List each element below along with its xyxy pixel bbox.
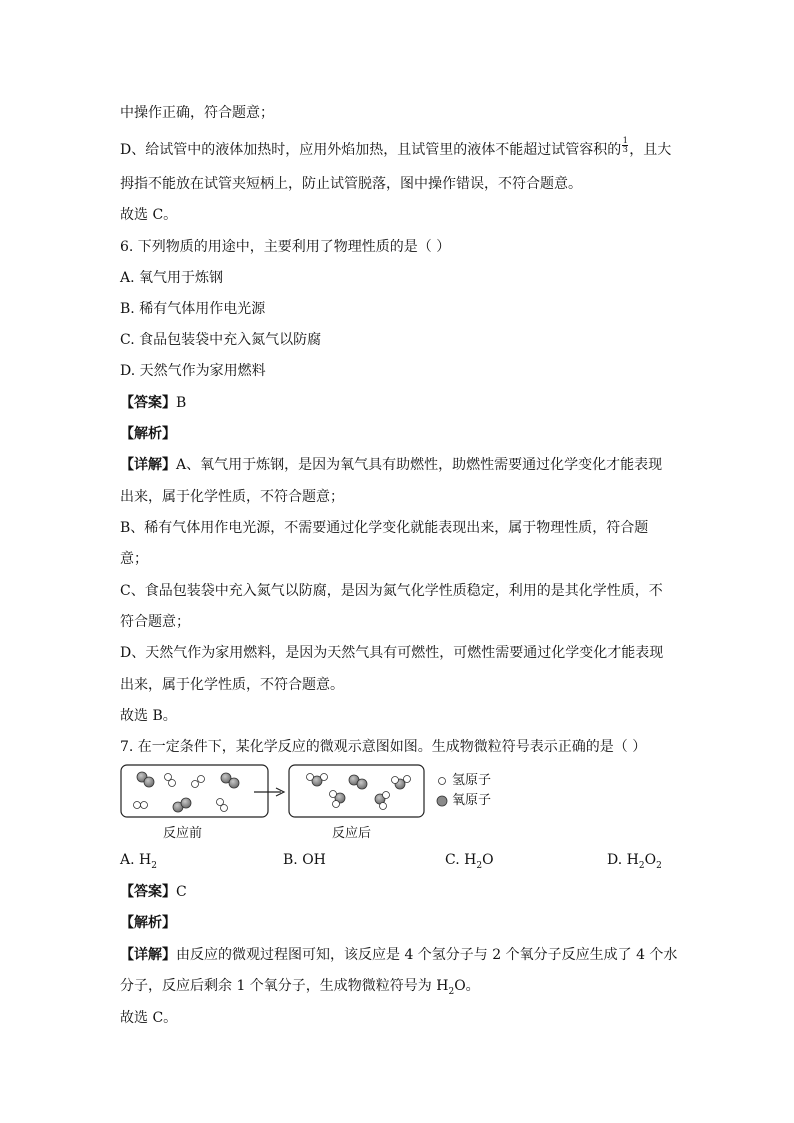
subscript: 2 bbox=[476, 860, 483, 871]
detail-line bbox=[120, 455, 662, 475]
detail-text: O。 bbox=[454, 978, 480, 994]
detail-line: D、天然气作为家用燃料，是因为天然气具有可燃性，可燃性需要通过化学变化才能表现 bbox=[120, 645, 664, 661]
text-line bbox=[120, 135, 672, 160]
oxygen-molecule bbox=[173, 798, 191, 812]
detail-text: 分子，反应后剩余 1 个氧分子，生成物微粒符号为 H bbox=[120, 978, 449, 994]
detail-line: 出来，属于化学性质，不符合题意。 bbox=[120, 677, 344, 693]
detail-line bbox=[120, 945, 677, 965]
caption-before: 反应前 bbox=[163, 826, 203, 841]
option-b bbox=[283, 850, 326, 870]
caption-after: 反应后 bbox=[332, 826, 372, 841]
fraction-denominator: 3 bbox=[622, 144, 628, 154]
text-line: 中操作正确，符合题意； bbox=[120, 105, 274, 121]
reaction-diagram bbox=[118, 762, 428, 824]
detail-line bbox=[120, 976, 480, 1002]
analysis-tag: 【解析】 bbox=[120, 915, 176, 931]
subscript: 2 bbox=[638, 860, 645, 871]
oxygen-molecule bbox=[349, 775, 367, 789]
hydrogen-molecule bbox=[192, 776, 205, 788]
option-d bbox=[607, 850, 662, 876]
detail-line: 意； bbox=[120, 551, 148, 567]
after-box bbox=[289, 765, 424, 817]
answer-tag: 【答案】 bbox=[120, 395, 176, 411]
option-b: B. 稀有气体用作电光源 bbox=[120, 301, 266, 317]
detail-text: A、氧气用于炼钢，是因为氧气具有助燃性，助燃性需要通过化学变化才能表现 bbox=[176, 457, 663, 473]
hydrogen-molecule bbox=[134, 802, 148, 809]
oxygen-molecule bbox=[137, 772, 154, 787]
detail-tag: 【详解】 bbox=[120, 947, 176, 963]
question-stem: 7. 在一定条件下，某化学反应的微观示意图如图。生成物微粒符号表示正确的是（ ） bbox=[120, 739, 647, 755]
oxygen-molecule bbox=[221, 773, 239, 788]
water-molecule bbox=[375, 792, 390, 810]
answer bbox=[120, 393, 186, 413]
fraction bbox=[622, 137, 628, 154]
analysis-tag: 【解析】 bbox=[120, 426, 176, 442]
option-text: A. H bbox=[120, 852, 152, 868]
detail-line: 符合题意； bbox=[120, 614, 190, 630]
text-segment: ，且大 bbox=[629, 142, 672, 158]
detail-line: 出来，属于化学性质，不符合题意； bbox=[120, 489, 344, 505]
option-text: D. H bbox=[607, 852, 639, 868]
hydrogen-molecule bbox=[217, 799, 228, 812]
answer-tag: 【答案】 bbox=[120, 884, 176, 900]
water-molecule bbox=[392, 776, 411, 790]
conclusion: 故选 B。 bbox=[120, 708, 177, 724]
subscript: 2 bbox=[656, 860, 662, 871]
detail-text: 由反应的微观过程图可知，该反应是 4 个氢分子与 2 个氧分子反应生成了 4 个水 bbox=[176, 947, 678, 963]
option-d: D. 天然气作为家用燃料 bbox=[120, 363, 266, 379]
option-text: O bbox=[644, 852, 657, 868]
option-c: C. 食品包装袋中充入氮气以防腐 bbox=[120, 332, 322, 348]
text-segment: D、给试管中的液体加热时，应用外焰加热，且试管里的液体不能超过试管容积的 bbox=[120, 142, 622, 158]
subscript: 2 bbox=[448, 986, 455, 997]
option-a bbox=[120, 850, 157, 876]
detail-line: B、稀有气体用作电光源，不需要通过化学变化就能表现出来，属于物理性质，符合题 bbox=[120, 520, 649, 536]
text-line: 拇指不能放在试管夹短柄上，防止试管脱落，图中操作错误，不符合题意。 bbox=[120, 176, 582, 192]
legend-hydrogen: 氢原子 bbox=[452, 773, 492, 788]
question-stem: 6. 下列物质的用途中，主要利用了物理性质的是（ ） bbox=[120, 239, 451, 255]
answer-value: B bbox=[176, 395, 187, 411]
hydrogen-atom-icon bbox=[436, 775, 448, 787]
water-molecule bbox=[330, 791, 346, 808]
detail-tag: 【详解】 bbox=[120, 457, 176, 473]
answer-value: C bbox=[176, 884, 187, 900]
option-text: O bbox=[482, 852, 494, 868]
hydrogen-molecule bbox=[165, 774, 176, 787]
fraction-numerator: 1 bbox=[622, 135, 628, 145]
answer bbox=[120, 882, 187, 902]
oxygen-atom-icon bbox=[435, 794, 449, 808]
subscript: 2 bbox=[151, 860, 157, 871]
conclusion: 故选 C。 bbox=[120, 207, 178, 223]
conclusion: 故选 C。 bbox=[120, 1010, 178, 1026]
legend-oxygen: 氧原子 bbox=[452, 793, 492, 808]
detail-line: C、食品包装袋中充入氮气以防腐，是因为氮气化学性质稳定，利用的是其化学性质，不 bbox=[120, 583, 663, 599]
water-molecule bbox=[307, 774, 328, 787]
option-text: B. OH bbox=[283, 852, 326, 868]
option-a: A. 氧气用于炼钢 bbox=[120, 270, 224, 286]
option-c bbox=[445, 850, 494, 876]
option-text: C. H bbox=[445, 852, 477, 868]
